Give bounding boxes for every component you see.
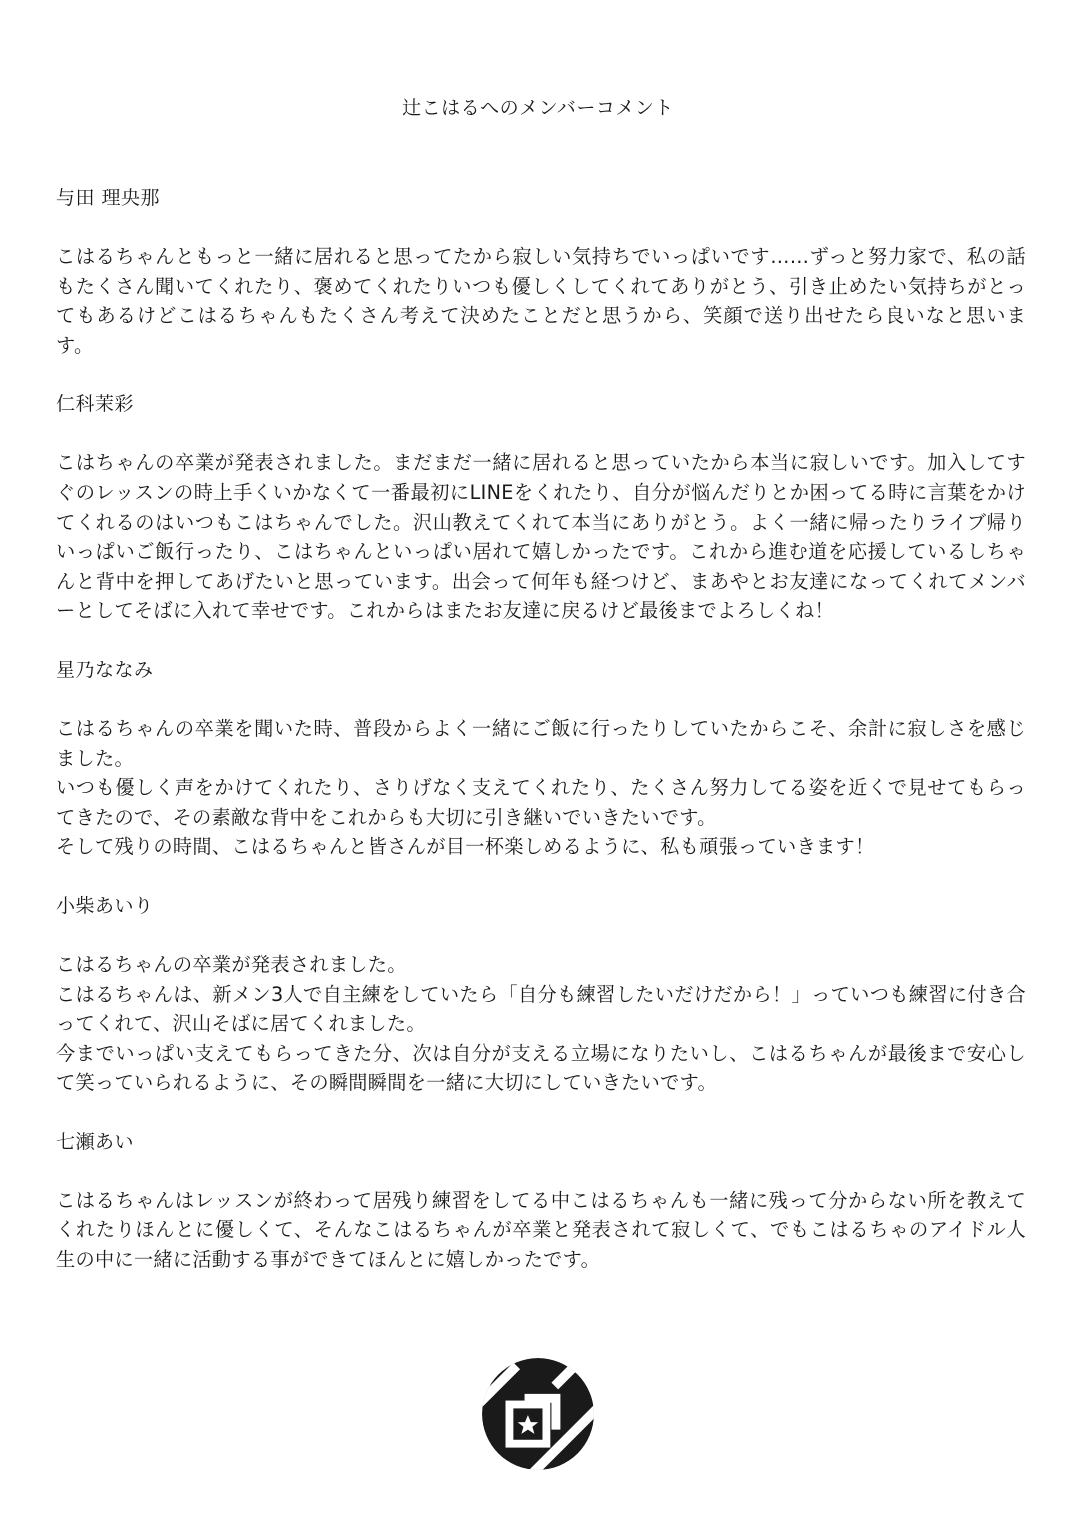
comment-paragraph: 今までいっぱい支えてもらってきた分、次は自分が支える立場になりたいし、こはるちゃんが最後まで安心して笑っていられるように、その瞬間瞬間を一緒に大切にしていきたいです。 [56,1041,1026,1095]
member-section-koshiba [56,891,1026,1098]
member-name: 小柴あいり [56,894,154,917]
comment-paragraph: そして残りの時間、こはるちゃんと皆さんが目一杯楽しめるように、私も頑張っていきます！ [56,835,875,859]
comment-paragraph: こはるちゃんの卒業を聞いた時、普段からよく一緒にご飯に行ったりしていたからこそ、余計に寂しさを感じました。 [56,716,1026,770]
member-comment [56,714,1026,862]
member-comment [56,448,1026,626]
member-comment [56,950,1026,1098]
member-comment [56,242,1026,360]
comment-paragraph: こはるちゃんは、新メン3人で自主練をしていたら「自分も練習したいだけだから！」っていつも練習に付き合ってくれて、沢山そばに居てくれました。 [56,982,1026,1036]
member-section-hoshino [56,655,1026,862]
member-comment [56,1186,1026,1275]
comment-paragraph: こはるちゃんともっと一緒に居れると思ってたから寂しい気持ちでいっぱいです……ずっと努力家で、私の話もたくさん聞いてくれたり、褒めてくれたりいつも優しくしてくれてありがとう、引き止めたい気持ちがとってもあるけどこはるちゃんもたくさん考えて決めたことだと思うから、笑顔で送り出せたら良いなと思います。 [56,245,1026,357]
member-comments [56,183,1026,1304]
comment-paragraph: こはるちゃんの卒業が発表されました。 [56,952,407,976]
document-title: 辻こはるへのメンバーコメント [402,97,674,119]
member-name: 七瀬あい [56,1130,135,1153]
member-name: 仁科茉彩 [56,393,135,416]
comment-paragraph: こはちゃんの卒業が発表されました。まだまだ一緒に居れると思っていたから本当に寂しいです。加入してすぐのレッスンの時上手くいかなくて一番最初にLINEをくれたり、自分が悩んだりとか困ってる時に言葉をかけてくれるのはいつもこはちゃんでした。沢山教えてくれて本当にありがとう。よく一緒に帰ったりライブ帰りいっぱいご飯行ったり、こはちゃんといっぱい居れて嬉しかったです。これから進む道を応援しているしちゃんと背中を押してあげたいと思っています。出会って何年も経つけど、まあやとお友達になってくれてメンバーとしてそばに入れて幸せです。これからはまたお友達に戻るけど最後までよろしくね！ [56,451,1026,623]
member-section-nishina [56,389,1026,626]
member-section-yoda [56,183,1026,360]
member-name: 与田 理央那 [56,187,161,209]
member-section-nanase [56,1127,1026,1275]
comment-paragraph: こはるちゃんはレッスンが終わって居残り練習をしてる中こはるちゃんも一緒に残って分からない所を教えてくれたりほんとに優しくて、そんなこはるちゃんが卒業と発表されて寂しくて、でもこはるちゃのアイドル人生の中に一緒に活動する事ができてほんとに嬉しかったです。 [56,1188,1026,1272]
comment-paragraph: いつも優しく声をかけてくれたり、さりげなく支えてくれたり、たくさん努力してる姿を近くで見せてもらってきたので、その素敵な背中をこれからも大切に引き継いでいきたいです。 [56,776,1026,829]
member-name: 星乃ななみ [56,658,154,681]
group-logo-icon [482,1358,594,1470]
